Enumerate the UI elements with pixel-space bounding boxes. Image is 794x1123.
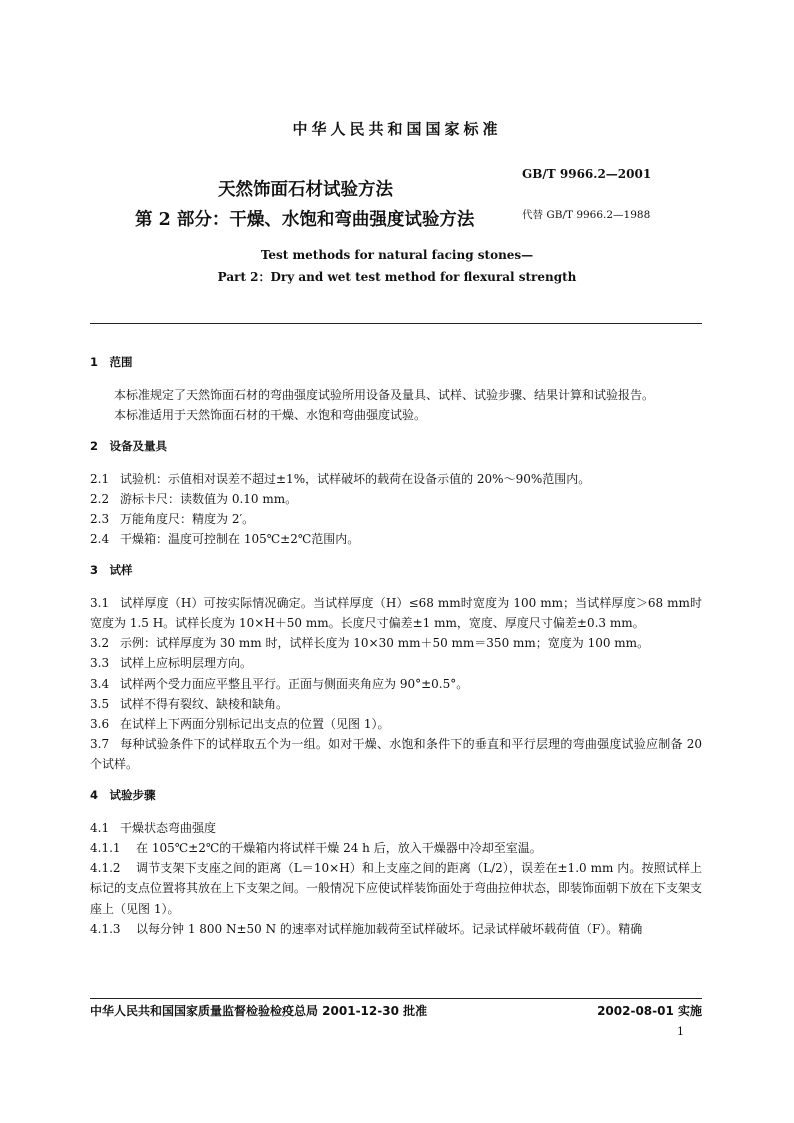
clause — [90, 469, 702, 489]
clause-number: 2.2 — [90, 492, 110, 507]
clause-number: 2.3 — [90, 512, 110, 527]
clause-text: 万能角度尺：精度为 2′。 — [120, 512, 255, 527]
section-heading-procedure: 4 试验步骤 — [90, 787, 156, 802]
standard-header: 中华人民共和国国家标准 — [292, 120, 502, 138]
section-heading-scope: 1 范围 — [90, 355, 133, 369]
clause — [90, 633, 702, 653]
clause-text: 游标卡尺：读数值为 0.10 mm。 — [120, 492, 298, 507]
clause-number: 3.1 — [90, 595, 110, 610]
clause-number: 4.1.2 — [90, 861, 121, 876]
clause — [90, 509, 702, 529]
clause-number: 2.1 — [90, 471, 110, 486]
clause-text: 以每分钟 1 800 N±50 N 的速率对试样施加载荷至试样破坏。记录试样破坏载荷值（F）。精确 — [136, 921, 643, 936]
clause — [90, 694, 702, 714]
clause — [90, 734, 702, 774]
clause-text: 试样厚度（H）可按实际情况确定。当试样厚度（H）≤68 mm时宽度为 100 mm；当试样厚度＞68 mm时宽度为 1.5 H。试样长度为 10×H＋50 mm。长度尺寸偏差±1 mm，宽度、厚度尺寸偏差±0.3 mm。 — [90, 595, 702, 631]
footer-divider — [90, 998, 702, 999]
clause — [90, 489, 702, 509]
title-english-line-1: Test methods for natural facing stones— — [260, 248, 534, 262]
document-body — [90, 352, 702, 939]
title-chinese-line-2: 第 2 部分：干燥、水饱和弯曲强度试验方法 — [135, 210, 475, 230]
clause-text: 在 105℃±2℃的干燥箱内将试样干燥 24 h 后，放入干燥器中冷却至室温。 — [136, 841, 542, 856]
clause-text: 调节支架下支座之间的距离（L＝10×H）和上支座之间的距离（L/2），误差在±1.0 mm 内。按照试样上标记的支点位置将其放在上下支架之间。一般情况下应使试样装饰面处于弯曲拉伸状态，即装饰面朝下放在下支架支座上（见图 1）。 — [90, 861, 703, 916]
clause-number: 4.1.3 — [90, 921, 121, 936]
clause — [90, 653, 702, 673]
clause — [90, 919, 702, 939]
clause — [90, 818, 702, 838]
paragraph: 本标准适用于天然饰面石材的干燥、水饱和弯曲强度试验。 — [114, 408, 427, 423]
clause-text: 示例：试样厚度为 30 mm 时，试样长度为 10×30 mm＋50 mm＝350 mm；宽度为 100 mm。 — [120, 636, 650, 651]
clause — [90, 858, 702, 919]
clause-text: 试验机：示值相对误差不超过±1%，试样破坏的载荷在设备示值的 20%～90%范围内。 — [120, 471, 591, 486]
clause-text: 试样两个受力面应平整且平行。正面与侧面夹角应为 90°±0.5°。 — [120, 676, 469, 691]
section-heading-apparatus: 2 设备及量具 — [90, 438, 168, 453]
clause — [90, 674, 702, 694]
clause-text: 每种试验条件下的试样取五个为一组。如对干燥、水饱和条件下的垂直和平行层理的弯曲强度试验应制备 20 个试样。 — [90, 737, 702, 772]
clause-number: 3.4 — [90, 676, 110, 691]
section-heading-specimens: 3 试样 — [90, 562, 133, 577]
title-chinese-line-1: 天然饰面石材试验方法 — [218, 180, 393, 200]
clause-text: 在试样上下两面分别标记出支点的位置（见图 1）。 — [120, 717, 390, 732]
clause — [90, 529, 702, 549]
clause-number: 3.5 — [90, 696, 110, 711]
clause-number: 3.2 — [90, 636, 110, 651]
clause — [90, 714, 702, 734]
clause-number: 2.4 — [90, 532, 110, 547]
clause-number: 4.1 — [90, 820, 110, 835]
clause — [90, 838, 702, 858]
clause-number: 3.6 — [90, 717, 110, 732]
implementation-date: 2002-08-01 实施 — [597, 1004, 702, 1018]
clause-text: 试样上应标明层理方向。 — [120, 656, 253, 671]
clause-text: 干燥箱：温度可控制在 105℃±2℃范围内。 — [120, 532, 360, 547]
paragraph: 本标准规定了天然饰面石材的弯曲强度试验所用设备及量具、试样、试验步骤、结果计算和试验报告。 — [114, 388, 655, 403]
clause-number: 3.3 — [90, 656, 110, 671]
page-number: 1 — [677, 1025, 684, 1038]
clause-text: 干燥状态弯曲强度 — [120, 820, 217, 835]
replaces-standard: 代替 GB/T 9966.2—1988 — [522, 209, 651, 221]
clause — [90, 593, 702, 633]
standard-number: GB/T 9966.2—2001 — [522, 167, 652, 181]
clause-text: 试样不得有裂纹、缺棱和缺角。 — [120, 696, 289, 711]
title-english-line-2: Part 2：Dry and wet test method for flexural strength — [217, 270, 577, 284]
approval-statement: 中华人民共和国国家质量监督检验检疫总局 2001-12-30 批准 — [90, 1004, 428, 1018]
clause-number: 4.1.1 — [90, 841, 121, 856]
header-divider — [90, 323, 702, 324]
clause-number: 3.7 — [90, 737, 110, 752]
